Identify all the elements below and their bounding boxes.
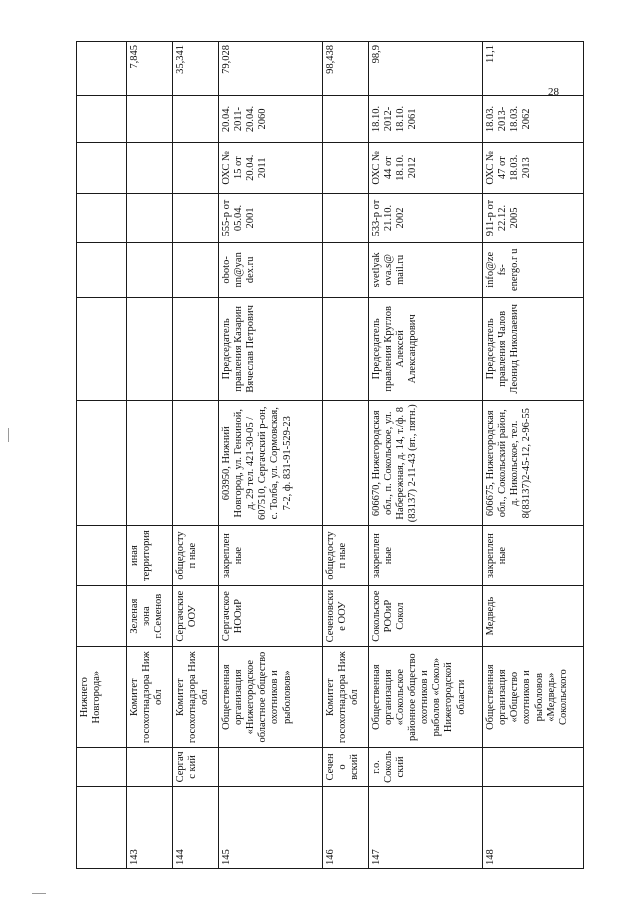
district-cell: г.о. Соколь ский	[369, 747, 483, 786]
agreement-cell: ОХС № 44 от 18.10. 2012	[369, 142, 483, 193]
organization-cell: Комитет госохотнадзора Ниж обл	[126, 647, 172, 748]
term-cell: 18.03. 2013- 18.03. 2062	[483, 96, 584, 142]
area-cell: 35,341	[172, 42, 218, 96]
email-cell: info@ze fs- energo.r u	[483, 243, 584, 297]
organization-cell: Общественная организация «Сокольское районное общество охотников и рыболов «Сокол» Нижегородской области	[369, 647, 483, 748]
organization-cell: Общественная организация «Нижегородское областное общество охотников и рыболовов»	[219, 647, 323, 748]
table-row	[77, 42, 127, 869]
email-cell: svetlyak ova.s@ mail.ru	[369, 243, 483, 297]
email-cell	[126, 243, 172, 297]
area-cell: 11,1	[483, 42, 584, 96]
head-cell	[172, 297, 218, 401]
email-cell	[322, 243, 368, 297]
head-cell	[77, 297, 127, 401]
hunting-ground-cell: Медведь	[483, 585, 584, 647]
category-cell	[77, 526, 127, 586]
area-cell: 7,845	[126, 42, 172, 96]
hunting-ground-cell: Зеленая зона г.Семенов	[126, 585, 172, 647]
district-cell	[77, 747, 127, 786]
email-cell	[77, 243, 127, 297]
address-cell: 603950, Нижний Новгород, ул. Генкиной, д. 29 тел. 421-30-05 / 607510, Сергачский р-он, с. Толба, ул. Сормовская, 7-2, ф. 831-91-529-23	[219, 401, 323, 526]
category-cell: общедоступ ные	[322, 526, 368, 586]
page-number: 28	[548, 86, 559, 98]
agreement-cell	[172, 142, 218, 193]
row-number: 143	[126, 786, 172, 868]
head-cell	[126, 297, 172, 401]
hunting-ground-cell	[77, 585, 127, 647]
area-cell	[77, 42, 127, 96]
table-row	[172, 42, 218, 869]
rotated-table-wrapper	[76, 41, 584, 869]
term-cell	[77, 96, 127, 142]
district-cell	[483, 747, 584, 786]
category-cell: закреплен ные	[219, 526, 323, 586]
scan-speck	[32, 893, 46, 894]
head-cell: Председатель правления Казарин Вячеслав Петрович	[219, 297, 323, 401]
agreement-cell	[77, 142, 127, 193]
order-cell	[322, 193, 368, 242]
hunting-ground-cell: Сокольское РООиР Сокол	[369, 585, 483, 647]
row-number: 148	[483, 786, 584, 868]
agreement-cell: ОХС № 47 от 18.03. 2013	[483, 142, 584, 193]
order-cell	[77, 193, 127, 242]
row-number: 147	[369, 786, 483, 868]
table-row	[369, 42, 483, 869]
category-cell: закреплен ные	[483, 526, 584, 586]
head-cell	[322, 297, 368, 401]
address-cell: 606670, Нижегородская обл., п. Сокольское, ул. Набережная, д. 14, т./ф. 8 (83137) 2-11-43 (вт., пятн.)	[369, 401, 483, 526]
address-cell: 606675, Нижегородская обл., Сокольский район, д. Никольское, тел. 8(83137)2-45-12, 2-96-55	[483, 401, 584, 526]
head-cell: Председатель правления Круглов Алексей Александрович	[369, 297, 483, 401]
order-cell	[172, 193, 218, 242]
row-number	[77, 786, 127, 868]
term-cell: 18.10. 2012- 18.10. 2061	[369, 96, 483, 142]
head-cell: Председатель правления Чалов Леонид Николаевич	[483, 297, 584, 401]
address-cell	[322, 401, 368, 526]
row-number: 145	[219, 786, 323, 868]
address-cell	[172, 401, 218, 526]
organization-cell: Комитет госохотнадзора Ниж обл	[322, 647, 368, 748]
hunting-ground-cell: Сергачские ООУ	[172, 585, 218, 647]
organization-cell: Нижнего Новгорода»	[77, 647, 127, 748]
agreement-cell	[322, 142, 368, 193]
order-cell: 911-р от 22.12. 2005	[483, 193, 584, 242]
area-cell: 98,9	[369, 42, 483, 96]
organization-cell: Комитет госохотнадзора Ниж обл	[172, 647, 218, 748]
table-row	[322, 42, 368, 869]
table-row	[483, 42, 584, 869]
organization-cell: Общественная организация «Общество охотников и рыболовов «Медведь» Сокольского	[483, 647, 584, 748]
email-cell	[172, 243, 218, 297]
scan-speck	[8, 428, 9, 442]
hunting-ground-cell: Сеченовские ООУ	[322, 585, 368, 647]
hunting-ground-cell: Сергачское НООиР	[219, 585, 323, 647]
term-cell	[172, 96, 218, 142]
district-cell	[126, 747, 172, 786]
district-cell: Сергачс кий	[172, 747, 218, 786]
agreement-cell: ОХС № 15 от 20.04. 2011	[219, 142, 323, 193]
term-cell	[126, 96, 172, 142]
agreement-cell	[126, 142, 172, 193]
row-number: 144	[172, 786, 218, 868]
term-cell: 20.04. 2011- 20.04. 2060	[219, 96, 323, 142]
district-cell	[219, 747, 323, 786]
email-cell: oboto-nn@yan dex.ru	[219, 243, 323, 297]
address-cell	[126, 401, 172, 526]
district-cell: Сечено вский	[322, 747, 368, 786]
category-cell: общедоступ ные	[172, 526, 218, 586]
table-row	[219, 42, 323, 869]
category-cell: иная территория	[126, 526, 172, 586]
table-row	[126, 42, 172, 869]
term-cell	[322, 96, 368, 142]
category-cell: закреплен ные	[369, 526, 483, 586]
order-cell: 533-р от 21.10. 2002	[369, 193, 483, 242]
hunting-grounds-table	[76, 41, 584, 869]
order-cell: 555-р от 05.04. 2001	[219, 193, 323, 242]
area-cell: 79,028	[219, 42, 323, 96]
order-cell	[126, 193, 172, 242]
row-number: 146	[322, 786, 368, 868]
area-cell: 98,438	[322, 42, 368, 96]
table-body	[77, 42, 584, 869]
address-cell	[77, 401, 127, 526]
